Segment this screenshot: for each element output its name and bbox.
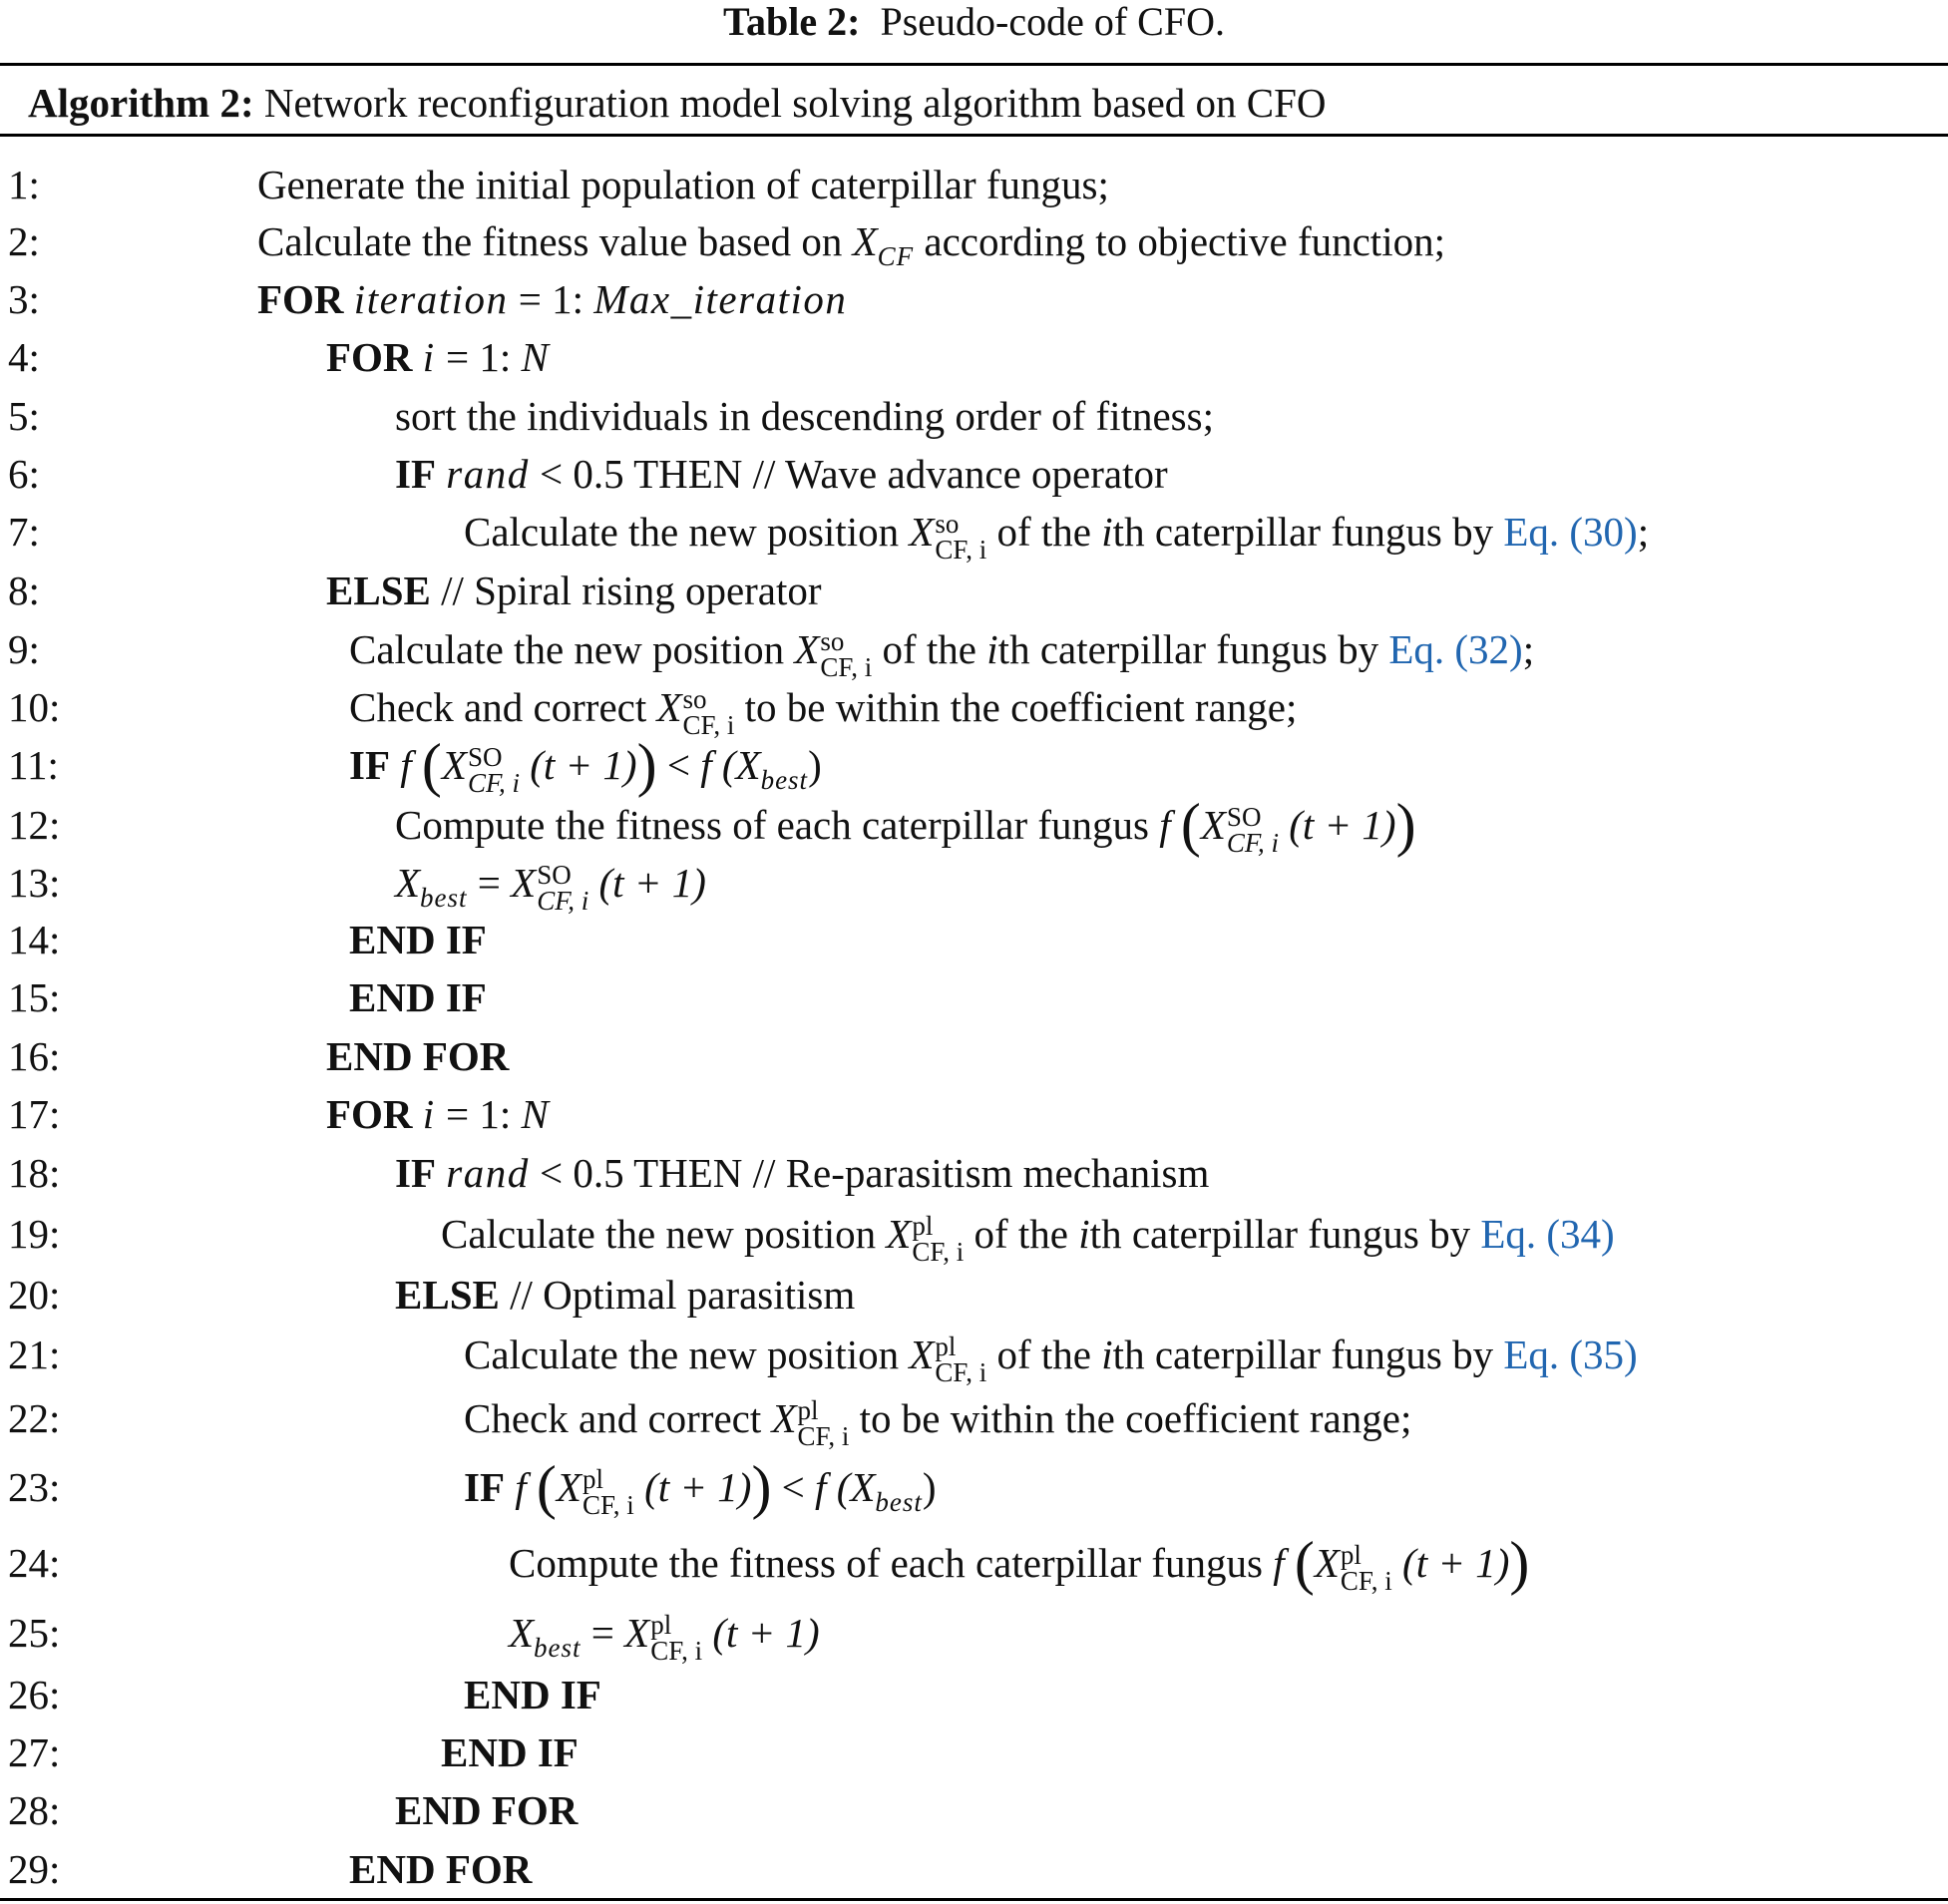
statement: = 1:	[508, 276, 594, 322]
statement: th caterpillar fungus by	[1112, 1332, 1504, 1377]
math-variable: i	[1101, 509, 1113, 555]
line-number: 21:	[8, 1332, 61, 1377]
line-text	[349, 1839, 532, 1899]
math-superscript: so	[820, 625, 845, 656]
statement: // Optimal parasitism	[499, 1272, 856, 1318]
equation-link[interactable]: Eq. (34)	[1480, 1211, 1615, 1257]
math-variable: iteration	[353, 276, 509, 322]
statement: th caterpillar fungus by	[1112, 509, 1504, 555]
math-subscript: CF, i	[935, 1356, 987, 1387]
line-text: IF f (X SO CF, i (t + 1)) < f $(X_{best})$	[349, 732, 822, 798]
algorithm-title: Network reconfiguration model solving algorithm based on CFO	[263, 80, 1327, 126]
statement: Generate the initial population of caterpillar fungus;	[257, 162, 1109, 207]
math-paren: )	[922, 1464, 937, 1510]
keyword: IF	[395, 1150, 436, 1196]
math-subscript: best	[760, 765, 809, 795]
line-text	[395, 1780, 578, 1840]
line-number: 10:	[8, 684, 61, 730]
line-number: 22:	[8, 1395, 61, 1441]
keyword: ELSE	[395, 1272, 500, 1318]
line-number: 27:	[8, 1729, 61, 1775]
line-text	[464, 1665, 601, 1724]
keyword: FOR	[257, 276, 344, 322]
line-text	[395, 386, 1214, 446]
line-number: 8:	[8, 568, 40, 613]
line-text	[257, 269, 847, 329]
line-number: 23:	[8, 1464, 61, 1510]
statement: Calculate the fitness value based on	[257, 218, 853, 264]
math-operator: =	[581, 1610, 625, 1656]
math-symbol: X	[395, 860, 421, 906]
line-text	[349, 910, 487, 969]
math-symbol: X	[511, 860, 537, 906]
math-symbol: X	[886, 1211, 912, 1257]
equation-link[interactable]: Eq. (35)	[1503, 1332, 1638, 1377]
line-number: 6:	[8, 451, 40, 497]
line-text	[464, 1388, 1411, 1449]
math-superscript: SO	[537, 859, 572, 890]
math-function: f	[700, 742, 712, 788]
math-function: f	[815, 1464, 827, 1510]
math-subscript: CF, i	[935, 534, 987, 565]
algorithm-label: Algorithm 2:	[28, 80, 254, 126]
algorithm-header	[28, 78, 1327, 128]
keyword: END IF	[349, 974, 487, 1020]
math-variable: i	[986, 626, 998, 672]
line-text	[326, 1084, 550, 1144]
line-text	[326, 1026, 509, 1086]
math-operator: =	[467, 860, 512, 906]
line-number: 20:	[8, 1272, 61, 1318]
math-subscript: best	[875, 1487, 923, 1517]
statement: th caterpillar fungus by	[997, 626, 1389, 672]
math-symbol: X	[441, 742, 467, 788]
statement: = 1:	[435, 1091, 522, 1137]
keyword: END FOR	[326, 1033, 510, 1079]
statement: < 0.5 THEN // Wave advance operator	[529, 451, 1168, 497]
math-superscript: SO	[467, 741, 503, 772]
line-text	[326, 561, 822, 620]
statement: ;	[1637, 509, 1650, 555]
math-subscript: CF, i	[912, 1236, 965, 1267]
line-text: Compute the fitness of each caterpillar fungus f (X pl CF, i (t + 1))	[509, 1530, 1530, 1596]
line-text	[441, 1204, 1615, 1265]
math-superscript: pl	[935, 1331, 957, 1361]
line-text: Compute the fitness of each caterpillar fungus f (X SO CF, i (t + 1))	[395, 792, 1416, 858]
line-number: 14:	[8, 917, 61, 962]
math-variable: rand	[446, 451, 530, 497]
math-variable: i	[422, 334, 436, 380]
math-variable: i	[1101, 1332, 1113, 1377]
caption-text: Pseudo-code of CFO.	[880, 0, 1225, 44]
statement: according to objective function;	[914, 218, 1445, 264]
statement: = 1:	[435, 334, 522, 380]
math-symbol: X	[556, 1464, 582, 1510]
line-number: 9:	[8, 626, 40, 672]
math-subscript: CF, i	[1340, 1565, 1392, 1596]
math-subscript: CF	[877, 241, 915, 271]
math-variable: N	[521, 1091, 551, 1137]
math-superscript: so	[935, 508, 960, 539]
keyword: FOR	[326, 334, 413, 380]
math-symbol: X	[909, 1332, 935, 1377]
statement: to be within the coefficient range;	[734, 684, 1298, 730]
line-number: 19:	[8, 1211, 61, 1257]
math-symbol: X	[624, 1610, 650, 1656]
line-number: 12:	[8, 802, 61, 848]
statement: Calculate the new position	[464, 1332, 910, 1377]
line-number: 15:	[8, 974, 61, 1020]
line-text	[464, 502, 1649, 563]
math-symbol: (X	[721, 742, 761, 788]
statement: < 0.5 THEN // Re-parasitism mechanism	[529, 1150, 1210, 1196]
statement: Calculate the new position	[464, 509, 910, 555]
math-subscript: CF, i	[537, 885, 589, 916]
line-text	[441, 1722, 579, 1782]
math-variable: i	[1078, 1211, 1090, 1257]
line-number: 26:	[8, 1672, 61, 1717]
line-text: IF f (X pl CF, i (t + 1)) < f $(X_{best})$	[464, 1454, 937, 1520]
statement: of the	[986, 1332, 1102, 1377]
statement: to be within the coefficient range;	[849, 1395, 1412, 1441]
line-number: 13:	[8, 860, 61, 906]
line-number: 2:	[8, 218, 40, 264]
line-number: 1:	[8, 162, 40, 207]
math-function: f	[515, 1464, 527, 1510]
math-operator: <	[771, 1464, 816, 1510]
line-number: 17:	[8, 1091, 61, 1137]
keyword: ELSE	[326, 568, 431, 613]
math-superscript: pl	[912, 1210, 934, 1241]
math-argument: (t + 1)	[712, 1610, 820, 1656]
math-superscript: SO	[1226, 801, 1262, 832]
statement: Compute the fitness of each caterpillar fungus	[395, 802, 1160, 848]
line-number: 28:	[8, 1787, 61, 1833]
statement: th caterpillar fungus by	[1089, 1211, 1481, 1257]
math-argument: (t + 1)	[644, 1464, 752, 1510]
math-variable: Max_iteration	[593, 276, 848, 322]
line-number: 5:	[8, 393, 40, 439]
keyword: END IF	[349, 917, 487, 962]
line-number: 16:	[8, 1033, 61, 1079]
math-subscript: CF, i	[797, 1420, 850, 1451]
math-symbol: X	[1200, 802, 1226, 848]
math-symbol: X	[1314, 1540, 1340, 1586]
math-subscript: best	[534, 1633, 582, 1663]
statement: // Spiral rising operator	[430, 568, 822, 613]
line-number: 7:	[8, 509, 40, 555]
line-text	[395, 1265, 855, 1325]
top-rule	[0, 63, 1948, 66]
math-superscript: pl	[650, 1609, 672, 1640]
line-text	[349, 967, 487, 1027]
keyword: END IF	[441, 1729, 579, 1775]
statement: Check and correct	[464, 1395, 772, 1441]
math-function: f	[1273, 1540, 1285, 1586]
math-symbol: X	[794, 626, 820, 672]
keyword: END FOR	[349, 1846, 533, 1892]
math-argument: (t + 1)	[598, 860, 706, 906]
statement: ;	[1522, 626, 1535, 672]
statement: Check and correct	[349, 684, 657, 730]
line-text	[395, 444, 1168, 504]
statement: sort the individuals in descending order of fitness;	[395, 393, 1214, 439]
caption-label: Table 2:	[723, 0, 861, 44]
math-subscript: CF, i	[682, 709, 735, 740]
math-variable: i	[422, 1091, 436, 1137]
header-rule	[0, 134, 1948, 137]
line-text	[395, 1143, 1209, 1203]
math-subscript: CF, i	[820, 651, 873, 682]
line-number: 24:	[8, 1540, 61, 1586]
line-text	[349, 619, 1534, 680]
math-variable: N	[521, 334, 551, 380]
math-function: f	[1159, 802, 1171, 848]
math-symbol: X	[771, 1395, 797, 1441]
line-text	[257, 155, 1109, 214]
bottom-rule	[0, 1898, 1948, 1901]
math-variable: rand	[446, 1150, 530, 1196]
line-text	[326, 327, 550, 387]
statement: Compute the fitness of each caterpillar fungus	[509, 1540, 1274, 1586]
math-subscript: CF, i	[467, 767, 520, 798]
line-number: 3:	[8, 276, 40, 322]
math-superscript: pl	[582, 1463, 603, 1494]
line-number: 25:	[8, 1610, 61, 1656]
math-symbol: (X	[836, 1464, 876, 1510]
keyword: IF	[395, 451, 436, 497]
math-symbol: X	[909, 509, 935, 555]
line-text	[349, 677, 1297, 738]
statement: Calculate the new position	[349, 626, 795, 672]
table-caption	[0, 0, 1948, 44]
keyword: FOR	[326, 1091, 413, 1137]
math-operator: <	[656, 742, 701, 788]
statement: of the	[986, 509, 1102, 555]
math-symbol: X	[656, 684, 682, 730]
equation-link[interactable]: Eq. (30)	[1503, 509, 1638, 555]
math-superscript: so	[682, 683, 707, 714]
statement: of the	[872, 626, 987, 672]
line-number: 4:	[8, 334, 40, 380]
math-subscript: CF, i	[650, 1635, 703, 1666]
keyword: IF	[464, 1464, 505, 1510]
line-text	[464, 1325, 1638, 1385]
math-argument: (t + 1)	[1402, 1540, 1510, 1586]
math-function: f	[400, 742, 412, 788]
math-subscript: best	[420, 883, 468, 913]
math-subscript: CF, i	[582, 1489, 634, 1520]
equation-link[interactable]: Eq. (32)	[1388, 626, 1523, 672]
math-superscript: pl	[797, 1394, 819, 1425]
math-subscript: CF, i	[1226, 827, 1279, 858]
statement: of the	[964, 1211, 1079, 1257]
math-symbol: X	[509, 1610, 535, 1656]
math-superscript: pl	[1340, 1539, 1362, 1570]
keyword: END FOR	[395, 1787, 579, 1833]
statement: Calculate the new position	[441, 1211, 887, 1257]
keyword: IF	[349, 742, 390, 788]
keyword: END IF	[464, 1672, 601, 1717]
math-paren: )	[808, 742, 822, 788]
line-number: 29:	[8, 1846, 61, 1892]
math-symbol: X	[852, 218, 878, 264]
line-number: 18:	[8, 1150, 61, 1196]
math-argument: (t + 1)	[1289, 802, 1396, 848]
line-number: 11:	[8, 742, 59, 788]
math-argument: (t + 1)	[530, 742, 637, 788]
